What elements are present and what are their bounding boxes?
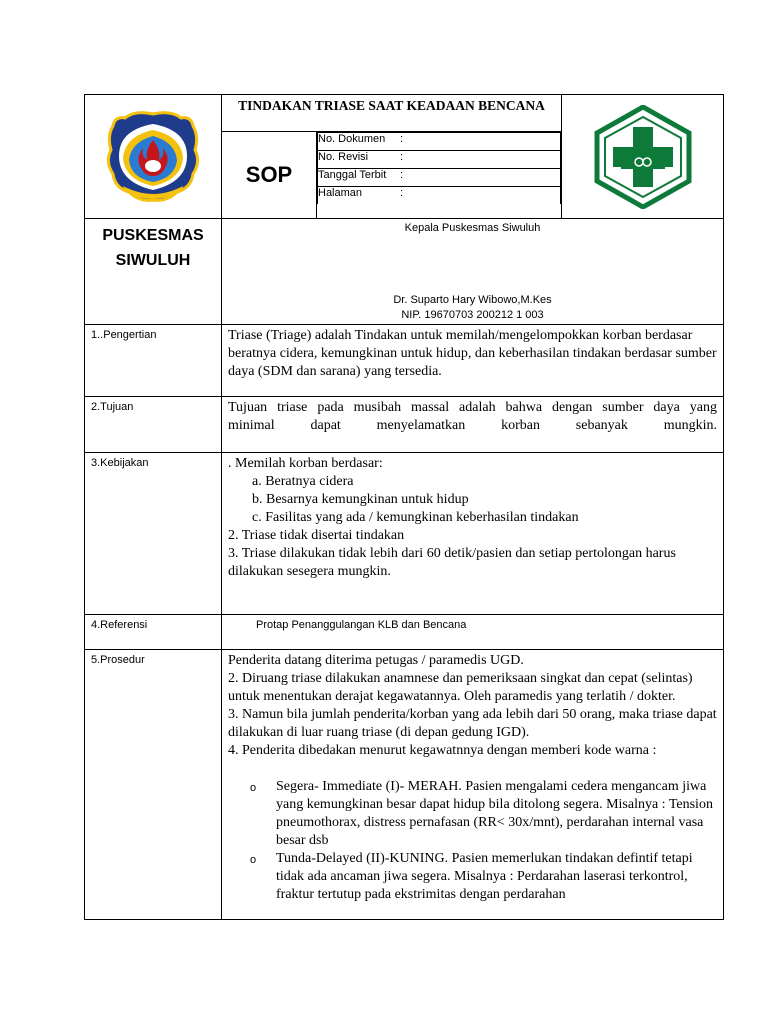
prosedur-p1: Penderita datang diterima petugas / paramedis UGD. bbox=[228, 653, 524, 668]
bullet-icon: o bbox=[250, 782, 257, 794]
document-meta bbox=[317, 132, 561, 204]
document-title: TINDAKAN TRIASE SAAT KEADAAN BENCANA bbox=[222, 95, 561, 132]
prosedur-p3: 3. Namun bila jumlah penderita/korban yang ada lebih dari 50 orang, maka triase dapat dilakukan di luar ruang triase (di depan gedung IGD). bbox=[228, 707, 717, 740]
list-item: o Tunda-Delayed (II)-KUNING. Pasien memerlukan tindakan defintif tetapi tidak ada ancaman jiwa segera. Misalnya : Perdarahan laserasi terkontrol, fraktur tertutup pada ekstrimitas dengan perdarahan bbox=[250, 851, 693, 902]
meta-no-dokumen: No. Dokumen : bbox=[318, 133, 561, 151]
section-text-tujuan: Tujuan triase pada musibah massal adalah bahwa dengan sumber daya yang minimal dapat menyelamatkan korban sebanyak mungkin. bbox=[222, 397, 724, 453]
kebijakan-item-a: a. Beratnya cidera bbox=[252, 474, 354, 489]
org-name-cell bbox=[85, 219, 222, 325]
section-label-pengertian: 1..Pengertian bbox=[85, 325, 222, 397]
prosedur-p4: 4. Penderita dibedakan menurut kegawatnnya dengan memberi kode warna : bbox=[228, 743, 657, 758]
puskesmas-cross-icon bbox=[591, 105, 695, 209]
org-name-line2: SIWULUH bbox=[115, 252, 191, 269]
section-label-tujuan: 2.Tujuan bbox=[85, 397, 222, 453]
sop-document bbox=[84, 94, 723, 916]
meta-halaman: Halaman : bbox=[318, 187, 561, 205]
section-text-kebijakan bbox=[222, 453, 724, 615]
kebijakan-point-3: 3. Triase dilakukan tidak lebih dari 60 detik/pasien dan setiap pertolongan harus dilakukan sesegera mungkin. bbox=[228, 546, 676, 579]
kebijakan-intro: . Memilah korban berdasar: bbox=[228, 456, 383, 471]
prosedur-p2: 2. Diruang triase dilakukan anamnese dan pemeriksaan singkat dan cepat (selintas) untuk menentukan derajat kegawatannya. Oleh paramedis yang terlatih / dokter. bbox=[228, 671, 693, 704]
sop-table bbox=[84, 94, 724, 920]
section-text-pengertian: Triase (Triage) adalah Tindakan untuk memilah/mengelompokkan korban berdasar beratnya cidera, kemungkinan untuk hidup, dan keberhasilan tindakan berdasar sumber daya (SDM dan sarana) yang tersedia. bbox=[222, 325, 724, 397]
sop-label: SOP bbox=[222, 132, 317, 218]
kebijakan-point-2: 2. Triase tidak disertai tindakan bbox=[228, 528, 405, 543]
head-title: Kepala Puskesmas Siwuluh bbox=[404, 222, 541, 234]
meta-no-revisi: No. Revisi : bbox=[318, 151, 561, 169]
section-label-kebijakan: 3.Kebijakan bbox=[85, 453, 222, 615]
section-label-referensi: 4.Referensi bbox=[85, 615, 222, 650]
kebijakan-item-b: b. Besarnya kemungkinan untuk hidup bbox=[252, 492, 469, 507]
kebijakan-item-c: c. Fasilitas yang ada / kemungkinan keberhasilan tindakan bbox=[252, 510, 579, 525]
right-logo-cell bbox=[562, 95, 724, 219]
org-name-line1: PUSKESMAS bbox=[102, 227, 204, 244]
pemda-emblem-icon bbox=[105, 106, 201, 208]
section-label-prosedur: 5.Prosedur bbox=[85, 650, 222, 920]
section-text-prosedur bbox=[222, 650, 724, 920]
approval-cell bbox=[222, 219, 724, 325]
header-center-cell bbox=[222, 95, 562, 219]
list-item: o Segera- Immediate (I)- MERAH. Pasien mengalami cedera mengancam jiwa yang kemungkinan besar dapat hidup bila ditolong segera. Misalnya : Tension pneumothorax, distress pernafasan (RR< 30x/mnt), perdarahan internal vasa besar dsb bbox=[250, 779, 713, 848]
left-logo-cell bbox=[85, 95, 222, 219]
meta-tanggal-terbit: Tanggal Terbit : bbox=[318, 169, 561, 187]
head-nip: NIP. 19670703 200212 1 003 bbox=[401, 309, 544, 321]
section-text-referensi: Protap Penanggulangan KLB dan Bencana bbox=[222, 615, 724, 650]
bullet-icon: o bbox=[250, 854, 257, 866]
head-name: Dr. Suparto Hary Wibowo,M.Kes bbox=[393, 294, 552, 306]
